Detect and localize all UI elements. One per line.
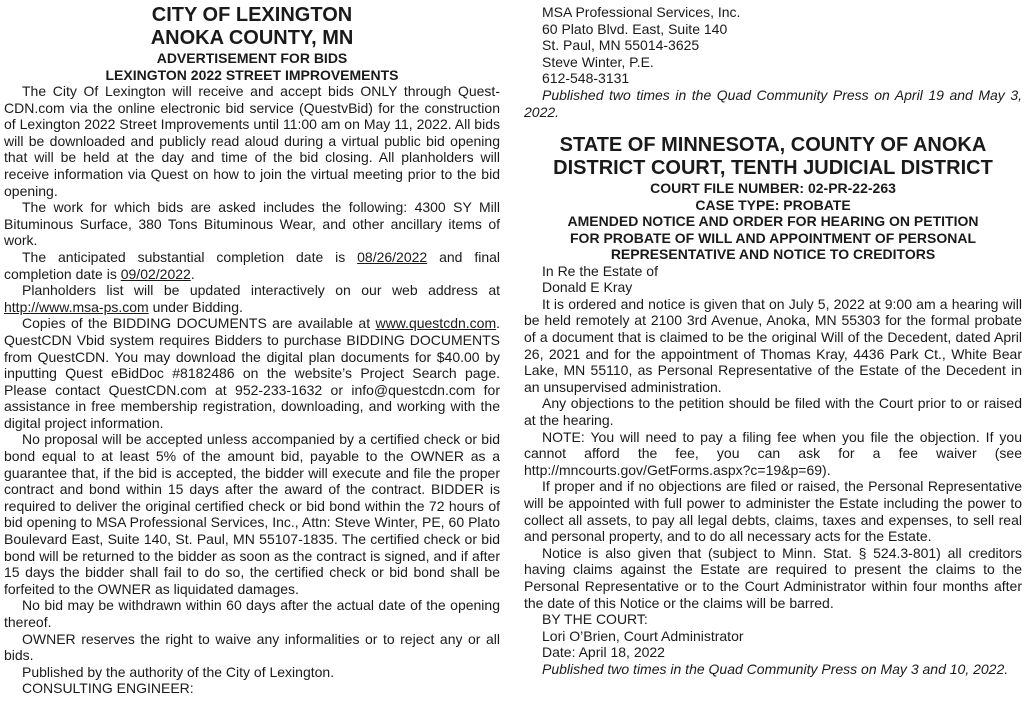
project-title: LEXINGTON 2022 STREET IMPROVEMENTS xyxy=(105,66,399,83)
msa-link[interactable]: http://www.msa-ps.com xyxy=(4,298,149,315)
documents-text: Copies of the BIDDING DOCUMENTS are available at xyxy=(22,315,376,332)
notice-heading-3: REPRESENTATIVE AND NOTICE TO CREDITORS xyxy=(610,246,936,263)
court-title-district: DISTRICT COURT, TENTH JUDICIAL DISTRICT xyxy=(553,157,993,180)
paragraph-authority: Published by the authority of the City of Lexington. xyxy=(22,663,335,680)
paragraph-creditors: Notice is also given that (subject to Minn. Stat. § 524.3-801) all creditors having claims against the Estate are required to present the claims to the Personal Representative or to the Court Administrator within four months after the date of this Notice or the claims will be barred. xyxy=(524,544,1022,611)
documents-text-2: . QuestCDN Vbid system requires Bidders to purchase BIDDING DOCUMENTS from QuestCDN. You may download the digital plan documents for $40.00 by inputting Quest eBidDoc #8182486 on the website’s Project Search page. Please contact QuestCDN.com at 952-233-1632 or info@questcdn.com for assistance in free membership registration, downloading, and working with the digital project information. xyxy=(4,315,500,431)
paragraph-hearing: It is ordered and notice is given that on July 5, 2022 at 9:00 am a hearing will be held remotely at 2100 3rd Avenue, Anoka, MN 55303 for the formal probate of a document that is claimed to be the original Will of the Decedent, dated April 26, 2021 and for the appointment of Thomas Kray, 4436 Park Ct., White Bear Lake, MN 55110, as Personal Representative of the Estate of the Decedent in an unsupervised administration. xyxy=(524,295,1022,395)
final-date: 09/02/2022 xyxy=(120,265,191,282)
court-file-number: COURT FILE NUMBER: 02-PR-22-263 xyxy=(650,180,896,197)
signature-date: Date: April 18, 2022 xyxy=(542,644,665,661)
substantial-date: 08/26/2022 xyxy=(357,248,428,265)
paragraph-completion xyxy=(4,249,500,282)
notice-heading-1: AMENDED NOTICE AND ORDER FOR HEARING ON PETITION xyxy=(567,213,979,230)
paragraph-work-scope: The work for which bids are asked includes the following: 4300 SY Mill Bituminous Surface, 380 Tons Bituminous Wear, and other ancillary items of work. xyxy=(4,199,500,249)
paragraph-objections: Any objections to the petition should be filed with the Court prior to or raised at the hearing. xyxy=(524,395,1022,428)
publication-note-2: Published two times in the Quad Community Press on May 3 and 10, 2022. xyxy=(542,660,1009,677)
signature-by-court: BY THE COURT: xyxy=(542,611,648,628)
case-type: CASE TYPE: PROBATE xyxy=(695,196,851,213)
publication-note-1: Published two times in the Quad Community Press on April 19 and May 3, 2022. xyxy=(524,86,1022,120)
engineer-name: Steve Winter, P.E. xyxy=(542,53,654,70)
planholders-text-2: under Bidding. xyxy=(148,298,243,315)
paragraph-bidding-documents xyxy=(4,315,500,431)
engineer-city: St. Paul, MN 55014-3625 xyxy=(542,37,700,54)
probate-notice-column xyxy=(524,4,1022,678)
signature-administrator: Lori O’Brien, Court Administrator xyxy=(542,627,744,644)
engineer-phone: 612-548-3131 xyxy=(542,70,630,87)
paragraph-appointment: If proper and if no objections are filed or raised, the Personal Representative will be appointed with full power to administer the Estate including the power to collect all assets, to pay all legal debts, claims, taxes and expenses, to sell real and personal property, and to do all necessary acts for the Estate. xyxy=(524,478,1022,545)
section-gap xyxy=(524,120,1022,134)
notice-heading-2: FOR PROBATE OF WILL AND APPOINTMENT OF PERSONAL xyxy=(570,229,976,246)
paragraph-filing-fee: NOTE: You will need to pay a filing fee when you file the objection. If you cannot afford the fee, you can ask for a fee waiver (see http://mncourts.gov/GetForms.aspx?c=19&p=69). xyxy=(524,428,1022,478)
decedent-name: Donald E Kray xyxy=(542,279,633,296)
court-title-state: STATE OF MINNESOTA, COUNTY OF ANOKA xyxy=(559,134,987,157)
planholders-text: Planholders list will be updated interactively on our web address at xyxy=(22,282,500,299)
ad-subtitle: ADVERTISEMENT FOR BIDS xyxy=(156,50,348,66)
engineer-company: MSA Professional Services, Inc. xyxy=(542,4,741,20)
questcdn-link[interactable]: www.questcdn.com xyxy=(375,315,497,332)
completion-period: . xyxy=(190,265,195,282)
consulting-engineer-label: CONSULTING ENGINEER: xyxy=(22,680,194,697)
county-title: ANOKA COUNTY, MN xyxy=(150,27,354,49)
paragraph-owner-rights: OWNER reserves the right to waive any informalities or to reject any or all bids. xyxy=(4,630,500,664)
estate-label: In Re the Estate of xyxy=(542,262,658,279)
paragraph-bid-bond: No proposal will be accepted unless accompanied by a certified check or bid bond equal to at least 5% of the amount bid, payable to the OWNER as a guarantee that, if the bid is accepted, the bidder will execute and file the proper contract and bond within 15 days after the award of the contract. BIDDER is required to deliver the original certified check or bid bond within the 72 hours of bid opening to MSA Professional Services, Inc., Attn: Steve Winter, PE, 60 Plato Boulevard East, Suite 140, St. Paul, MN 55107-1835. The certified check or bid bond will be returned to the bidder as soon as the contract is signed, and if after 15 days the bidder shall fail to do so, the certified check or bid bond shall be forfeited to the OWNER as liquidated damages. xyxy=(4,431,500,597)
paragraph-bid-intro: The City Of Lexington will receive and accept bids ONLY through Quest-CDN.com via the online electronic bid service (QuestvBid) for the construction of Lexington 2022 Street Improvements until 11:00 am on May 11, 2022. All bids will be downloaded and publicly read aloud during a virtual public bid opening that will be held at the day and time of the bid closing. All planholders will receive information via Quest on how to join the virtual meeting prior to the bid opening. xyxy=(4,83,500,199)
paragraph-planholders xyxy=(4,282,500,315)
engineer-street: 60 Plato Blvd. East, Suite 140 xyxy=(542,20,728,37)
completion-text: The anticipated substantial completion date is xyxy=(22,248,358,265)
city-title: CITY OF LEXINGTON xyxy=(151,4,353,26)
completion-text-2: and final completion date is xyxy=(4,248,501,282)
paragraph-withdrawal: No bid may be withdrawn within 60 days after the actual date of the opening thereof. xyxy=(4,597,500,630)
bid-advertisement-column xyxy=(4,4,500,697)
